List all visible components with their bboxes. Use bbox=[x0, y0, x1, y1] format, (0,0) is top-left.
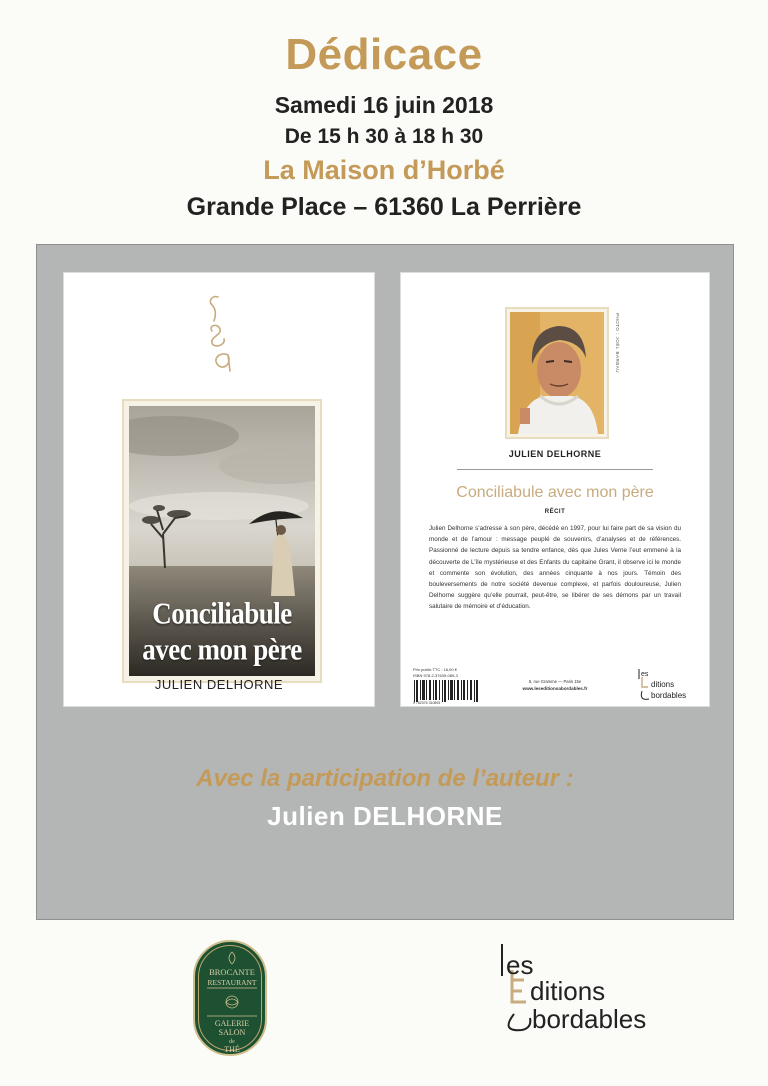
event-date: Samedi 16 juin 2018 bbox=[274, 92, 494, 118]
back-author: JULIEN DELHORNE bbox=[508, 449, 602, 459]
author-portrait-frame bbox=[505, 307, 620, 439]
publisher-logo-line2: ditions bbox=[530, 976, 606, 1006]
cover-photo bbox=[129, 406, 315, 676]
seal-line-6: THÉ bbox=[224, 1045, 240, 1054]
brocante-seal-icon bbox=[193, 940, 267, 1056]
publisher-logo-small-icon bbox=[637, 667, 703, 703]
event-title: Dédicace bbox=[285, 30, 483, 79]
publisher-site: www.leseditionsabordables.fr bbox=[522, 686, 588, 691]
event-address: Grande Place – 61360 La Perrière bbox=[186, 193, 582, 221]
event-venue: La Maison d’Horbé bbox=[263, 155, 505, 185]
publisher-address: 8, rue Gramme — Paris 15e bbox=[528, 679, 582, 684]
back-title: Conciliabule avec mon père bbox=[456, 484, 654, 501]
divider bbox=[457, 469, 653, 470]
price-info bbox=[413, 667, 473, 679]
publisher-logo-line3: bordables bbox=[532, 1004, 647, 1034]
back-cover bbox=[400, 272, 710, 707]
participant-name: Julien DELHORNE bbox=[267, 801, 503, 831]
book-panel bbox=[36, 244, 734, 920]
photo-credit: PHOTO : JOËL BARBAU bbox=[615, 313, 620, 374]
back-blurb: Julien Delhorne s’adresse à son père, décédé en 1997, pour lui faire part de sa vision du monde et de l’amour : message peuplé de souvenirs, d’analyses et de références. Passionné de lecture depuis sa tendre enfance, dès que Jules Verne l’eut emmené à la découverte de L’île mystérieuse et des Enfants du capitaine Grant, il observe ici le monde et commente son évolution, des années cinquante à nos jours. Témoin des bouleversements de notre société devenue complexe, et parfois douloureuse, Julien Delhorne suggère qu’elle pourrait, peut-être, se libérer de ses démons par un travail salutaire de mémoire et d’éducation. bbox=[429, 525, 681, 611]
svg-text:ditions: ditions bbox=[651, 680, 675, 689]
les-editions-abordables-logo bbox=[492, 940, 672, 1036]
front-cover bbox=[63, 272, 375, 707]
barcode-icon bbox=[413, 680, 479, 702]
cover-photo-frame bbox=[122, 399, 322, 683]
back-genre: RÉCIT bbox=[544, 509, 566, 515]
seal-line-2: RESTAURANT bbox=[207, 978, 257, 987]
svg-text:es: es bbox=[641, 671, 649, 678]
event-time: De 15 h 30 à 18 h 30 bbox=[284, 125, 484, 148]
seal-line-3: GALERIE bbox=[214, 1019, 250, 1028]
isbn-line: ISBN 978-2-37639-089-3 bbox=[413, 673, 458, 678]
author-portrait bbox=[510, 312, 604, 434]
cover-author: JULIEN DELHORNE bbox=[154, 677, 284, 692]
publisher-logo-line1: es bbox=[506, 950, 534, 980]
seal-line-5: de bbox=[229, 1039, 235, 1045]
seal-line-4: SALON bbox=[218, 1028, 246, 1037]
price-line: Prix public TTC : 16,00 € bbox=[413, 667, 457, 672]
lea-logo-icon bbox=[198, 293, 242, 379]
participation-label: Avec la participation de l’auteur : bbox=[196, 765, 574, 792]
svg-text:bordables: bordables bbox=[651, 691, 687, 700]
barcode-number: 9 782376 310893 bbox=[413, 701, 441, 705]
cover-title: Conciliabule avec mon père bbox=[142, 596, 302, 667]
seal-line-1: BROCANTE bbox=[209, 967, 255, 977]
